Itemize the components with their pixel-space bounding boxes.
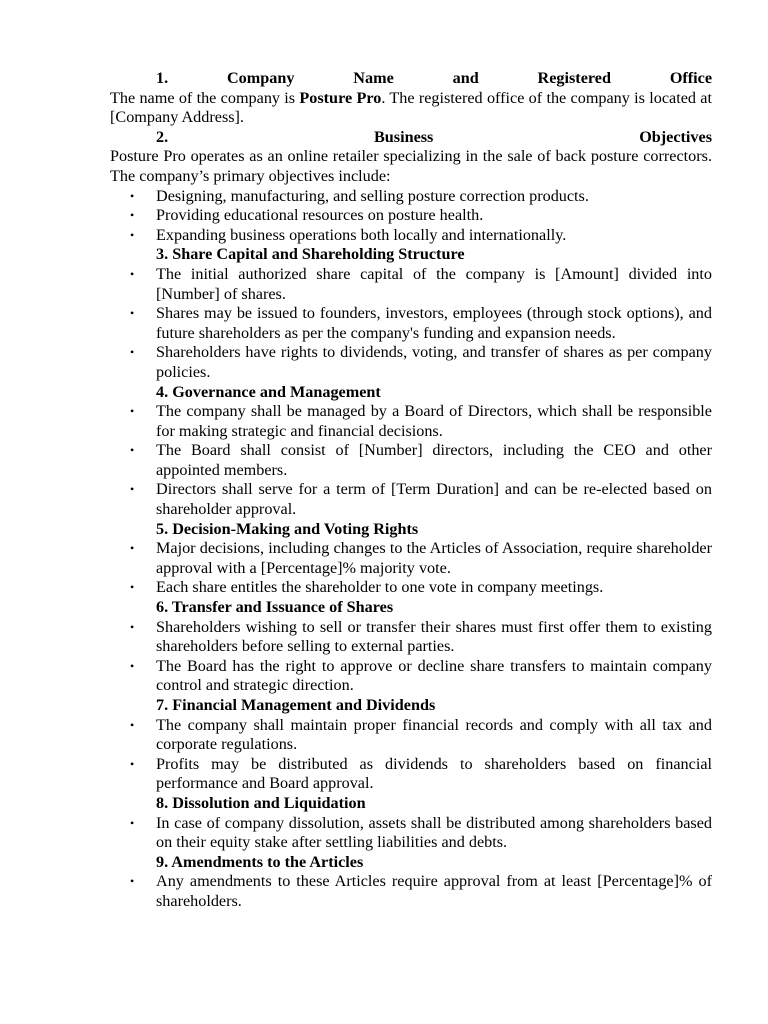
list-item <box>110 657 712 696</box>
bullet-icon: • <box>130 658 135 673</box>
list-item-text: Any amendments to these Articles require approval from at least [Percentage]% of shareholders. <box>156 872 712 910</box>
list-item <box>110 755 712 794</box>
list-item-text: Directors shall serve for a term of [Term Duration] and can be re-elected based on shareholder approval. <box>156 480 712 519</box>
bullet-list <box>110 618 712 696</box>
bullet-list <box>110 187 712 246</box>
list-item-text: In case of company dissolution, assets shall be distributed among shareholders based on their equity stake after settling liabilities and debts. <box>156 813 712 852</box>
paragraph-text: The name of the company is <box>110 88 300 107</box>
bullet-icon: • <box>130 482 135 497</box>
list-item-text: Shareholders have rights to dividends, voting, and transfer of shares as per company policies. <box>156 343 712 381</box>
bullet-icon: • <box>130 874 135 889</box>
heading-word: Objectives <box>639 127 713 146</box>
bullet-icon: • <box>130 266 135 281</box>
list-item-text: The initial authorized share capital of the company is [Amount] divided into [Number] of shares. <box>156 264 712 303</box>
list-item-text: Each share entitles the shareholder to one vote in company meetings. <box>156 578 604 597</box>
list-item <box>110 187 712 207</box>
list-item-text: Expanding business operations both locally and internationally. <box>156 225 567 244</box>
list-item-text: Shareholders wishing to sell or transfer their shares must first offer them to existing shareholders before selling to external parties. <box>156 617 712 656</box>
list-item-text: The company shall maintain proper financial records and comply with all tax and corporate regulations. <box>156 715 712 754</box>
bullet-icon: • <box>130 619 135 634</box>
section-heading-decision-making: 5. Decision-Making and Voting Rights <box>156 519 419 538</box>
section-paragraph <box>110 89 712 128</box>
section-heading-governance: 4. Governance and Management <box>156 382 381 401</box>
list-item <box>110 716 712 755</box>
bullet-icon: • <box>130 208 135 223</box>
list-item <box>110 578 712 598</box>
bullet-icon: • <box>130 580 135 595</box>
bullet-icon: • <box>130 404 135 419</box>
heading-word: and <box>452 69 479 87</box>
heading-word: 1. <box>156 69 169 87</box>
list-item <box>110 441 712 480</box>
list-item <box>110 480 712 519</box>
bullet-list <box>110 716 712 794</box>
section-heading-company-name <box>110 69 712 89</box>
heading-word: Office <box>669 69 713 87</box>
section-heading-amendments: 9. Amendments to the Articles <box>156 852 364 871</box>
section-heading-business-objectives <box>110 128 712 148</box>
heading-word: Business <box>373 127 434 146</box>
section-paragraph: Posture Pro operates as an online retailer specializing in the sale of back posture correctors. The company’s primary objectives include: <box>110 147 712 185</box>
bullet-icon: • <box>130 345 135 360</box>
list-item <box>110 265 712 304</box>
list-item-text: Designing, manufacturing, and selling posture correction products. <box>156 186 589 205</box>
bullet-icon: • <box>130 188 135 203</box>
bullet-icon: • <box>130 443 135 458</box>
company-name: Posture Pro <box>299 88 382 107</box>
bullet-icon: • <box>130 756 135 771</box>
section-heading-share-capital: 3. Share Capital and Shareholding Structure <box>156 245 465 264</box>
list-item <box>110 343 712 382</box>
list-item-text: Major decisions, including changes to the Articles of Association, require shareholder approval with a [Percentage]% majority vote. <box>156 539 712 577</box>
heading-word: Registered <box>537 69 611 87</box>
bullet-icon: • <box>130 227 135 242</box>
section-heading-transfer-shares: 6. Transfer and Issuance of Shares <box>156 598 394 617</box>
list-item <box>110 304 712 343</box>
list-item <box>110 539 712 578</box>
list-item <box>110 402 712 441</box>
heading-word: Company <box>226 69 295 87</box>
list-item <box>110 872 712 911</box>
document-page <box>110 69 712 912</box>
list-item-text: The company shall be managed by a Board of Directors, which shall be responsible for making strategic and financial decisions. <box>156 402 712 440</box>
list-item-text: The Board has the right to approve or decline share transfers to maintain company control and strategic direction. <box>156 656 712 695</box>
bullet-list <box>110 402 712 520</box>
list-item-text: Profits may be distributed as dividends to shareholders based on financial performance and Board approval. <box>156 754 712 793</box>
list-item <box>110 206 712 226</box>
bullet-list <box>110 814 712 853</box>
bullet-icon: • <box>130 306 135 321</box>
bullet-icon: • <box>130 541 135 556</box>
heading-word: Name <box>353 69 394 87</box>
paragraph-text: . The registered office of the company is located at [Company Address]. <box>110 88 712 127</box>
list-item-text: Providing educational resources on posture health. <box>156 206 484 225</box>
bullet-list <box>110 265 712 383</box>
bullet-icon: • <box>130 815 135 830</box>
list-item-text: Shares may be issued to founders, investors, employees (through stock options), and future shareholders as per the company's funding and expansion needs. <box>156 304 712 342</box>
section-heading-dissolution: 8. Dissolution and Liquidation <box>156 793 366 812</box>
list-item <box>110 814 712 853</box>
bullet-icon: • <box>130 717 135 732</box>
list-item-text: The Board shall consist of [Number] directors, including the CEO and other appointed members. <box>156 441 712 479</box>
bullet-list <box>110 872 712 911</box>
heading-word: 2. <box>156 127 169 146</box>
list-item <box>110 226 712 246</box>
list-item <box>110 618 712 657</box>
bullet-list <box>110 539 712 598</box>
section-heading-financial-management: 7. Financial Management and Dividends <box>156 696 436 714</box>
